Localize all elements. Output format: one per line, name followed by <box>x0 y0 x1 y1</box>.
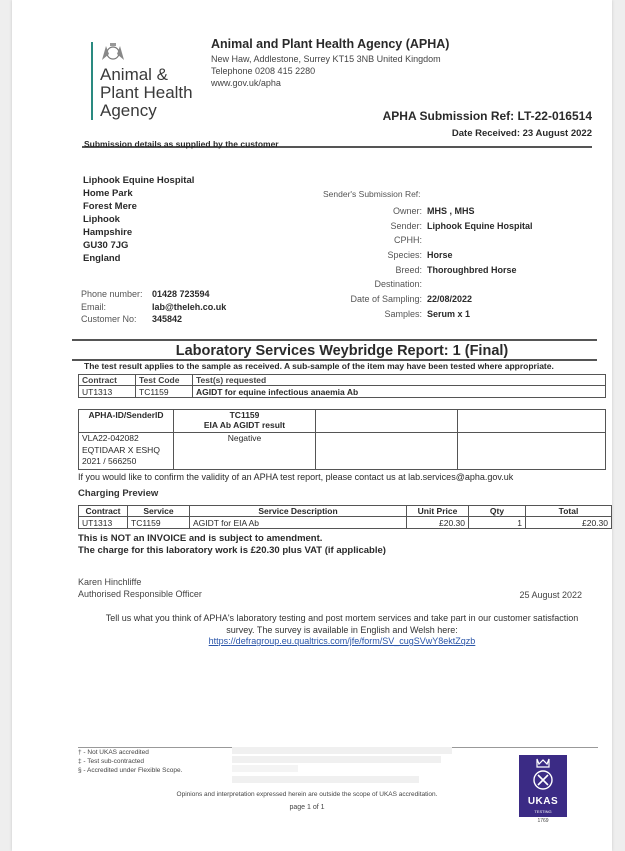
address-line: Liphook <box>83 214 120 225</box>
detail-row <box>312 265 533 280</box>
address-line: Hampshire <box>83 227 133 238</box>
contact-row <box>81 289 226 302</box>
address-line: Forest Mere <box>83 201 137 212</box>
invoice-notes <box>78 533 386 556</box>
column-header: Contract <box>79 375 136 386</box>
legend-item: † - Not UKAS accredited <box>78 749 149 756</box>
detail-row <box>312 221 533 236</box>
table-cell: TC1159 <box>136 386 193 398</box>
table-row <box>79 517 612 529</box>
test-code: TC1159 <box>229 410 260 420</box>
ukas-logo <box>519 755 567 817</box>
detail-value: Serum x 1 <box>427 308 471 319</box>
not-invoice-note: This is NOT an INVOICE and is subject to amendment. <box>78 533 323 544</box>
detail-label: Samples: <box>384 308 422 319</box>
logo-bar <box>91 42 93 120</box>
opinions-note: Opinions and interpretation expressed herein are outside the scope of UKAS accreditation. <box>176 791 438 798</box>
sample-id-line: EQTIDAAR X ESHQ <box>82 444 160 455</box>
charging-title: Charging Preview <box>78 488 159 499</box>
accreditation-legend <box>78 748 182 775</box>
table-row <box>79 386 606 398</box>
faded-footer-text <box>232 745 452 787</box>
detail-label: CPHH: <box>393 235 422 246</box>
document-page <box>12 0 612 851</box>
customer-contacts <box>81 289 226 327</box>
table-cell: £20.30 <box>526 517 612 529</box>
column-header: Qty <box>469 506 526 517</box>
legend-item: ‡ - Test sub-contracted <box>78 758 144 765</box>
detail-label: Date of Sampling: <box>350 294 422 305</box>
detail-row <box>312 235 533 250</box>
table-header-row <box>79 506 612 517</box>
contact-email[interactable]: lab@theleh.co.uk <box>152 301 227 312</box>
applies-note: The test result applies to the sample as received. A sub-sample of the item may have been tested where appropriate. <box>84 361 554 371</box>
confirm-note: If you would like to confirm the validity of an APHA test report, please contact us at lab.services@apha.gov.uk <box>78 472 514 482</box>
detail-label: Destination: <box>374 279 422 290</box>
detail-value: Horse <box>427 250 453 261</box>
report-title: Laboratory Services Weybridge Report: 1 (Final) <box>175 343 509 359</box>
signatory-name: Karen Hinchliffe <box>78 577 142 587</box>
column-header: Service <box>128 506 190 517</box>
contact-value: 345842 <box>152 314 183 324</box>
survey-text: Tell us what you think of APHA's laboratory testing and post mortem services and take part in our customer satisfaction <box>105 613 579 623</box>
address-line: GU30 7JG <box>83 240 129 251</box>
sample-id-line: VLA22-042082 <box>82 433 139 443</box>
divider <box>72 339 597 341</box>
column-header: Test(s) requested <box>193 375 606 386</box>
column-header: Unit Price <box>407 506 469 517</box>
survey-note <box>72 613 612 648</box>
table-cell: £20.30 <box>407 517 469 529</box>
table-header-row <box>79 410 606 433</box>
table-cell: AGIDT for equine infectious anaemia Ab <box>193 386 606 398</box>
logo-line: Animal & <box>100 65 169 84</box>
agency-name: Animal and Plant Health Agency (APHA) <box>211 37 450 51</box>
column-header: Total <box>526 506 612 517</box>
signatory <box>78 576 202 600</box>
address-line: Liphook Equine Hospital <box>83 175 195 186</box>
detail-value: MHS , MHS <box>427 206 475 216</box>
ukas-crown-icon <box>519 755 567 795</box>
sender-details <box>312 206 533 324</box>
detail-row <box>312 206 533 221</box>
charge-note: The charge for this laboratory work is £20.30 plus VAT (if applicable) <box>78 544 386 556</box>
detail-label: Breed: <box>395 264 422 275</box>
column-header <box>174 410 316 433</box>
table-header-row <box>79 375 606 386</box>
royal-crest-icon <box>98 40 128 66</box>
detail-row <box>312 294 533 309</box>
column-header: APHA-ID/SenderID <box>79 410 174 433</box>
detail-value: Thoroughbred Horse <box>427 264 517 275</box>
detail-row <box>312 250 533 265</box>
sample-id-cell <box>79 433 174 470</box>
table-row <box>79 433 606 470</box>
detail-label: Species: <box>387 250 422 261</box>
detail-row <box>312 279 533 294</box>
agency-telephone: Telephone 0208 415 2280 <box>211 66 316 76</box>
detail-value: 22/08/2022 <box>427 294 473 305</box>
empty-cell <box>316 433 458 470</box>
contact-row <box>81 302 226 315</box>
empty-header <box>316 410 458 433</box>
column-header: Service Description <box>190 506 407 517</box>
survey-text: survey. The survey is available in English and Welsh here: <box>226 624 458 635</box>
sender-submission-ref-label: Sender's Submission Ref: <box>323 189 421 199</box>
table-cell: AGIDT for EIA Ab <box>190 517 407 529</box>
column-header: Test Code <box>136 375 193 386</box>
result-cell: Negative <box>174 433 316 470</box>
customer-address <box>83 174 194 265</box>
results-table <box>78 409 606 470</box>
logo-line: Agency <box>100 101 157 120</box>
signature-date: 25 August 2022 <box>519 590 582 600</box>
submission-label: Submission details as supplied by the customer <box>84 139 279 149</box>
empty-cell <box>458 433 606 470</box>
detail-row <box>312 309 533 324</box>
logo-line: Plant Health <box>100 83 193 102</box>
agency-logo-text <box>100 66 193 120</box>
agency-website[interactable]: www.gov.uk/apha <box>211 78 281 88</box>
column-header: Contract <box>79 506 128 517</box>
contact-label: Phone number: <box>81 289 143 299</box>
ukas-label: UKAS <box>527 796 559 807</box>
table-cell: TC1159 <box>128 517 190 529</box>
contact-row <box>81 314 226 327</box>
detail-label: Owner: <box>392 206 422 216</box>
address-line: England <box>83 253 121 264</box>
detail-label: Sender: <box>390 220 422 231</box>
contact-label: Email: <box>81 301 107 312</box>
table-cell: UT1313 <box>79 517 128 529</box>
table-cell: UT1313 <box>79 386 136 398</box>
signatory-role: Authorised Responsible Officer <box>78 589 202 599</box>
submission-ref: APHA Submission Ref: LT-22-016514 <box>382 109 592 123</box>
ukas-sub: TESTING <box>534 809 552 814</box>
address-line: Home Park <box>83 188 133 199</box>
date-received: Date Received: 23 August 2022 <box>451 128 592 139</box>
tests-requested-table <box>78 374 606 398</box>
survey-link[interactable]: https://defragroup.eu.qualtrics.com/jfe/form/SV_cugSVwY8ektZqzb <box>208 636 476 646</box>
page-number: page 1 of 1 <box>289 804 325 811</box>
contact-value: 01428 723594 <box>152 289 210 299</box>
test-name: EIA Ab AGIDT result <box>203 420 286 430</box>
contact-label: Customer No: <box>81 314 137 324</box>
table-cell: 1 <box>469 517 526 529</box>
legend-item: § - Accredited under Flexible Scope. <box>78 767 183 774</box>
empty-header <box>458 410 606 433</box>
agency-address: New Haw, Addlestone, Surrey KT15 3NB United Kingdom <box>211 54 441 64</box>
sample-id-line: 2021 / 566250 <box>82 456 137 466</box>
charging-table <box>78 505 612 529</box>
ukas-number: 1769 <box>537 818 549 824</box>
detail-value: Liphook Equine Hospital <box>427 220 533 231</box>
